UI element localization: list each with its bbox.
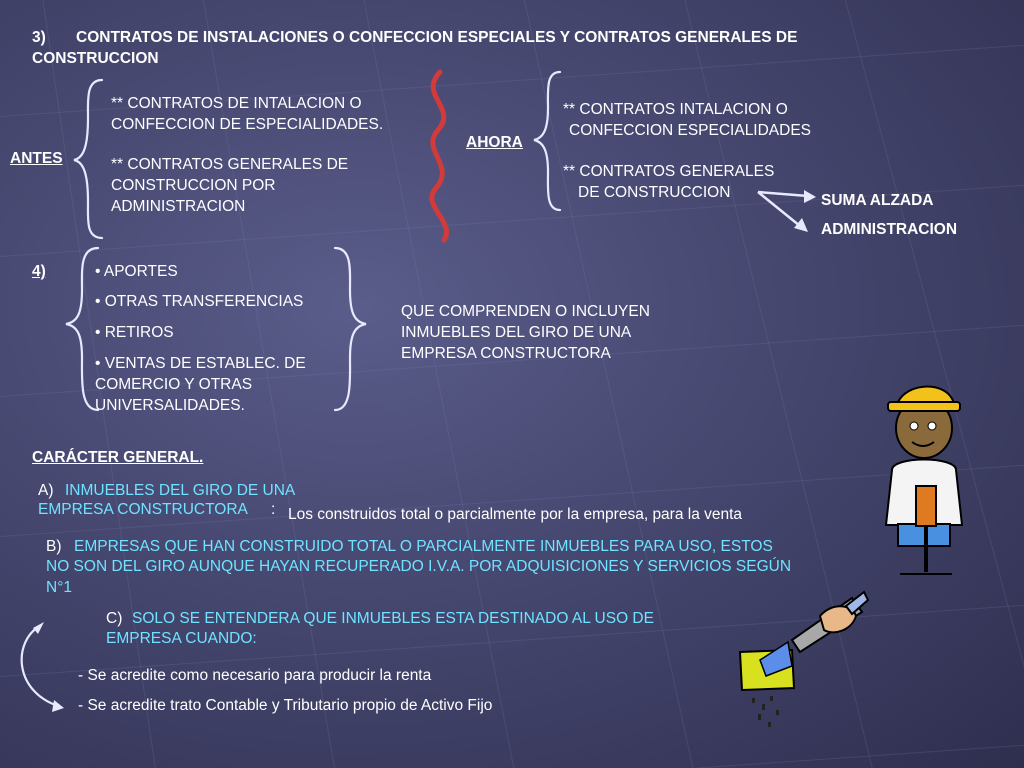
red-squiggle-divider [432,72,447,240]
section3-title-line2: CONSTRUCCION [32,50,159,67]
general-b-line1: EMPRESAS QUE HAN CONSTRUIDO TOTAL O PARCIALMENTE INMUEBLES PARA USO, ESTOS [74,538,773,555]
antes-item2-line2: CONSTRUCCION POR [111,177,276,194]
general-a-colon: : [271,501,276,518]
section3-title-line1: CONTRATOS DE INSTALACIONES O CONFECCION ESPECIALES Y CONTRATOS GENERALES DE [76,29,798,46]
ahora-option-suma-alzada: SUMA ALZADA [821,192,934,209]
general-condition1: - Se acredite como necesario para producir la renta [78,667,432,684]
section4-right-brace [335,248,366,410]
section4-item: UNIVERSALIDADES. [95,397,245,414]
section4-note-line1: QUE COMPRENDEN O INCLUYEN [401,303,650,320]
section4-left-brace [66,248,98,410]
general-b-line3: N°1 [46,579,73,596]
general-a-line1: INMUEBLES DEL GIRO DE UNA [65,482,296,499]
antes-item2-line1: ** CONTRATOS GENERALES DE [111,156,349,173]
antes-label: ANTES [10,150,63,167]
section4-item: • RETIROS [95,324,174,341]
antes-item1-line2: CONFECCION DE ESPECIALIDADES. [111,116,384,133]
section4-note-line3: EMPRESA CONSTRUCTORA [401,345,611,362]
general-b-prefix: B) [46,538,62,555]
ahora-option-administracion: ADMINISTRACION [821,221,958,238]
antes-brace [74,80,102,238]
general-c-line2: EMPRESA CUANDO: [106,630,257,647]
section4-note-line2: INMUEBLES DEL GIRO DE UNA [401,324,632,341]
section4-item: • APORTES [95,263,178,280]
arrowheads [33,622,64,712]
ahora-brace [534,72,560,210]
section4-number: 4) [32,263,46,280]
general-condition2: - Se acredite trato Contable y Tributario propio de Activo Fijo [78,697,493,714]
ahora-item2-line1: ** CONTRATOS GENERALES [563,163,775,180]
ahora-item1-line1: ** CONTRATOS INTALACION O [563,101,788,118]
section3-number: 3) [32,29,46,46]
antes-item2-line3: ADMINISTRACION [111,198,246,215]
saw-cutting-illustration [740,592,868,727]
antes-item1-line1: ** CONTRATOS DE INTALACION O [111,95,362,112]
general-a-line2: EMPRESA CONSTRUCTORA [38,501,248,518]
general-heading: CARÁCTER GENERAL. [32,449,204,466]
section4-item: • VENTAS DE ESTABLEC. DE [95,355,306,372]
section4-item: COMERCIO Y OTRAS [95,376,253,393]
ahora-label: AHORA [466,134,523,151]
section4-item: • OTRAS TRANSFERENCIAS [95,293,304,310]
general-c-line1: SOLO SE ENTENDERA QUE INMUEBLES ESTA DESTINADO AL USO DE [132,610,654,627]
ahora-item1-line2: CONFECCION ESPECIALIDADES [569,122,812,139]
general-a-prefix: A) [38,482,54,499]
curved-return-arrow [22,626,58,706]
general-b-line2: NO SON DEL GIRO AUNQUE HAYAN RECUPERADO I.V.A. POR ADQUISICIONES Y SERVICIOS SEGÚN [46,558,792,575]
construction-worker-illustration [886,387,962,574]
general-a-description: Los construidos total o parcialmente por la empresa, para la venta [288,506,743,523]
ahora-item2-line2: DE CONSTRUCCION [578,184,731,201]
general-c-prefix: C) [106,610,123,627]
